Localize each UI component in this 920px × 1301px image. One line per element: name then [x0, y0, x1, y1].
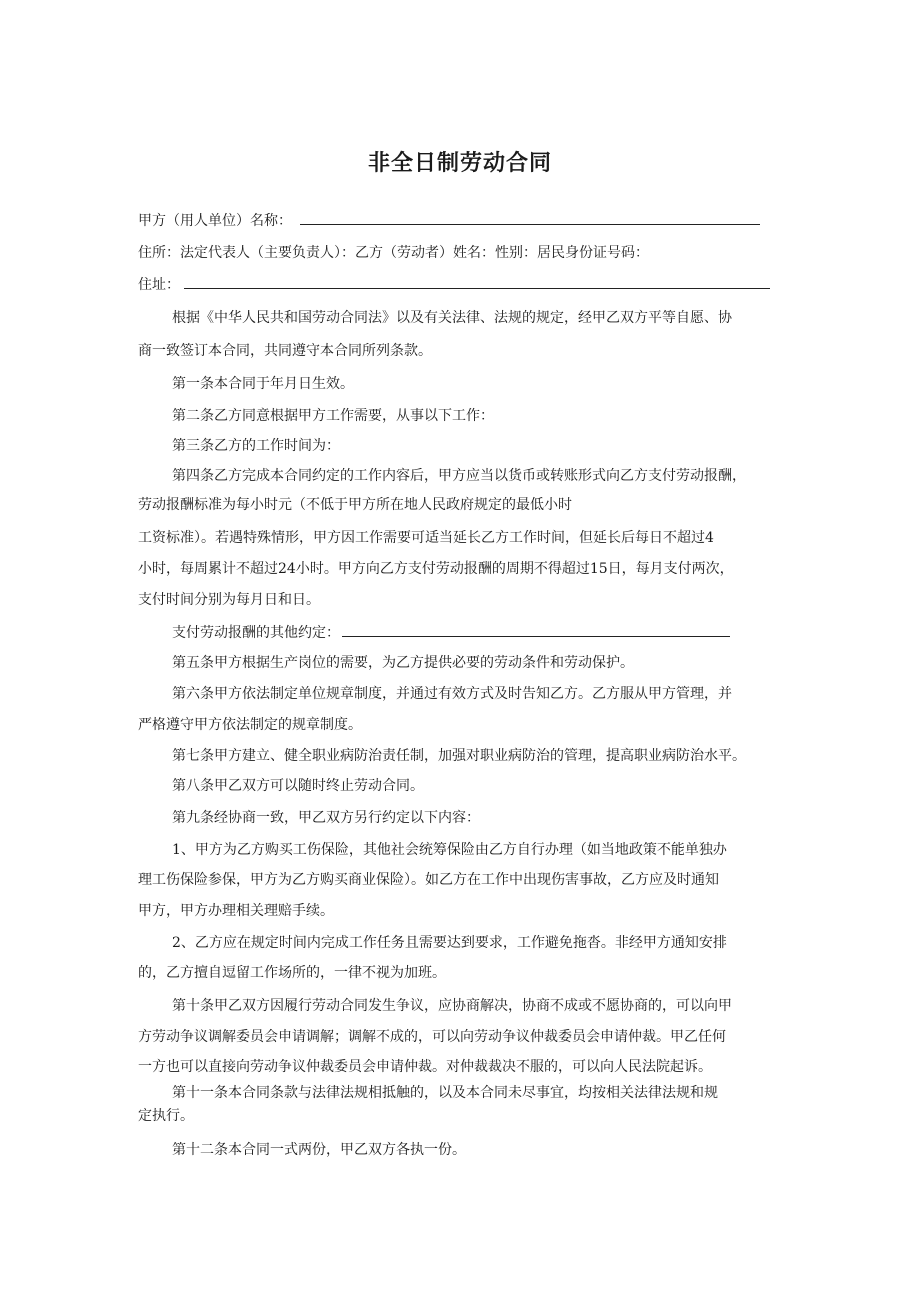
article-4-line-3: 工资标准）。若遇特殊情形，甲方因工作需要可适当延长乙方工作时间，但延长后每日不超过4 — [138, 530, 714, 546]
article-4-line-5: 支付时间分别为每月日和日。 — [138, 592, 320, 608]
article-9-item-1-line-1: 1、甲方为乙方购买工伤保险，其他社会统筹保险由乙方自行办理（如当地政策不能单独办 — [172, 842, 727, 858]
article-9-item-1-line-3: 甲方，甲方办理相关理赔手续。 — [138, 903, 334, 919]
preamble-line-1: 根据《中华人民共和国劳动合同法》以及有关法律、法规的规定，经甲乙双方平等自愿、协 — [172, 310, 732, 326]
article-9-item-1-line-2: 理工伤保险参保，甲方为乙方购买商业保险）。如乙方在工作中出现伤害事故，乙方应及时通知 — [138, 872, 719, 888]
article-4-line-4: 小时，每周累计不超过24小时。甲方向乙方支付劳动报酬的周期不得超过15日，每月支付两次， — [138, 561, 734, 577]
article-4-line-2: 劳动报酬标准为每小时元（不低于甲方所在地人民政府规定的最低小时 — [138, 497, 572, 513]
article-8: 第八条甲乙双方可以随时终止劳动合同。 — [172, 778, 424, 794]
payment-other-terms-row — [172, 622, 730, 643]
address-blank[interactable] — [184, 274, 770, 289]
article-12: 第十二条本合同一式两份，甲乙双方各执一份。 — [172, 1142, 466, 1158]
article-2: 第二条乙方同意根据甲方工作需要，从事以下工作： — [172, 408, 494, 424]
payment-other-terms-blank[interactable] — [342, 622, 730, 637]
preamble-line-2: 商一致签订本合同，共同遵守本合同所列条款。 — [138, 343, 432, 359]
address-row — [138, 274, 770, 295]
address-legal-rep-row: 住所：法定代表人（主要负责人）：乙方（劳动者）姓名：性别：居民身份证号码： — [138, 245, 649, 261]
document-title: 非全日制劳动合同 — [367, 151, 552, 176]
article-4-line-1: 第四条乙方完成本合同约定的工作内容后，甲方应当以货币或转账形式向乙方支付劳动报酬， — [172, 468, 746, 484]
party-a-name-label: 甲方（用人单位）名称： — [138, 213, 292, 229]
article-9-item-2-line-2: 的，乙方擅自逗留工作场所的，一律不视为加班。 — [138, 965, 446, 981]
article-10-line-1: 第十条甲乙双方因履行劳动合同发生争议，应协商解决，协商不成或不愿协商的，可以向甲 — [172, 998, 732, 1014]
article-11-line-1: 第十一条本合同条款与法律法规相抵触的，以及本合同未尽事宜，均按相关法律法规和规 — [172, 1085, 718, 1101]
article-6-line-2: 严格遵守甲方依法制定的规章制度。 — [138, 717, 362, 733]
article-11-line-2: 定执行。 — [138, 1108, 194, 1124]
article-1: 第一条本合同于年月日生效。 — [172, 376, 354, 392]
address-label: 住址： — [138, 277, 180, 293]
article-6-line-1: 第六条甲方依法制定单位规章制度，并通过有效方式及时告知乙方。乙方服从甲方管理，并 — [172, 686, 732, 702]
article-10-line-3: 一方也可以直接向劳动争议仲裁委员会申请仲裁。对仲裁裁决不服的，可以向人民法院起诉。 — [138, 1059, 712, 1075]
payment-other-terms-label: 支付劳动报酬的其他约定： — [172, 625, 340, 641]
article-9-item-2-line-1: 2、乙方应在规定时间内完成工作任务且需要达到要求，工作避免拖沓。非经甲方通知安排 — [172, 935, 727, 951]
article-3: 第三条乙方的工作时间为： — [172, 438, 340, 454]
article-5: 第五条甲方根据生产岗位的需要，为乙方提供必要的劳动条件和劳动保护。 — [172, 655, 634, 671]
party-a-name-blank[interactable] — [300, 210, 760, 225]
article-7: 第七条甲方建立、健全职业病防治责任制，加强对职业病防治的管理，提高职业病防治水平。 — [172, 748, 746, 764]
party-a-name-row — [138, 210, 760, 231]
article-9: 第九条经协商一致，甲乙双方另行约定以下内容： — [172, 810, 480, 826]
article-10-line-2: 方劳动争议调解委员会申请调解；调解不成的，可以向劳动争议仲裁委员会申请仲裁。甲乙任何 — [138, 1029, 726, 1045]
